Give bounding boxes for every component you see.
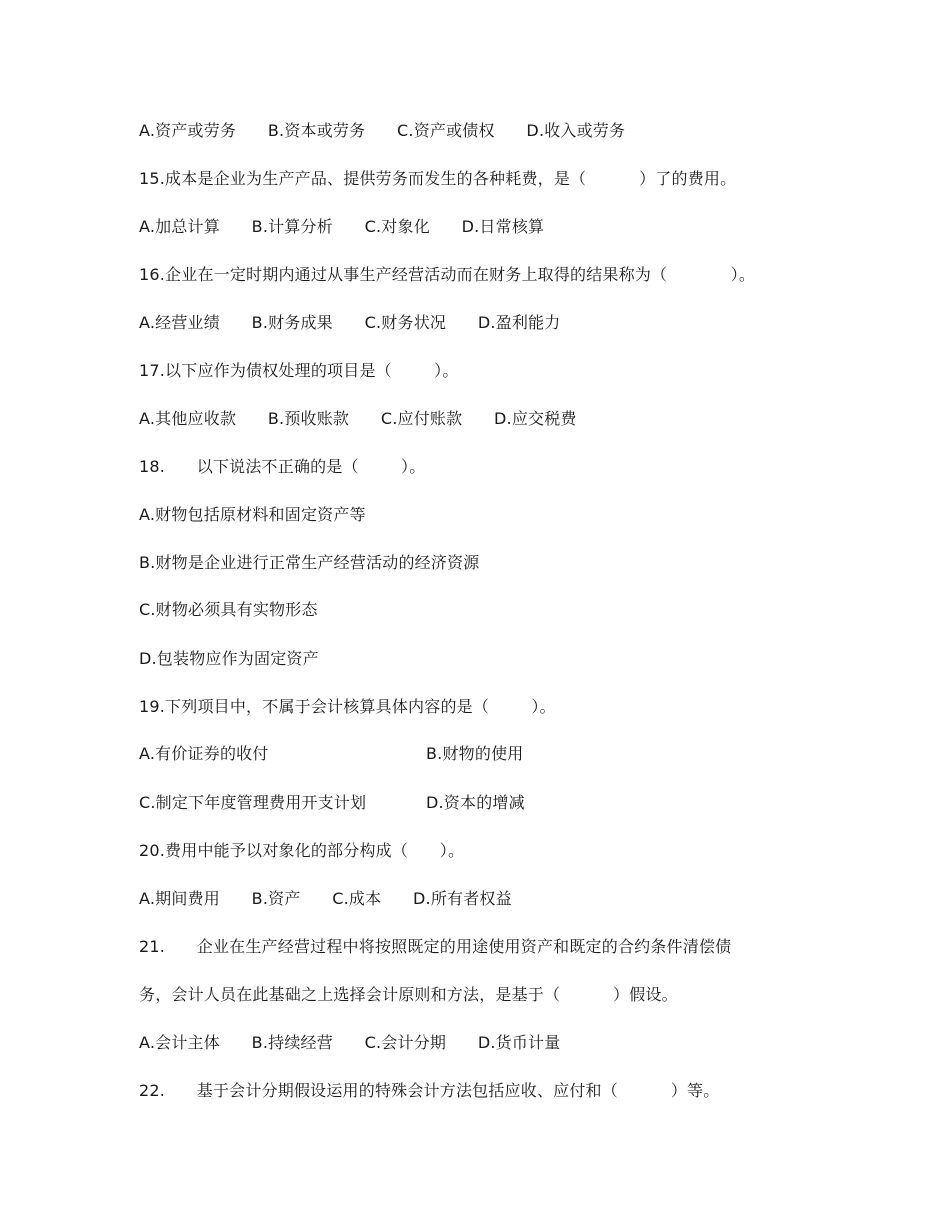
answer-options-17: A.其他应收款 B.预收账款 C.应付账款 D.应交税费 — [139, 409, 577, 428]
option-19-d: D.资本的增减 — [426, 793, 525, 812]
option-18-d: D.包装物应作为固定资产 — [139, 649, 319, 668]
answer-options-14: A.资产或劳务 B.资本或劳务 C.资产或债权 D.收入或劳务 — [139, 121, 626, 140]
question-17: 17.以下应作为债权处理的项目是（ ）。 — [139, 361, 459, 380]
question-22: 22. 基于会计分期假设运用的特殊会计方法包括应收、应付和（ ）等。 — [139, 1081, 720, 1100]
answer-options-20: A.期间费用 B.资产 C.成本 D.所有者权益 — [139, 889, 512, 908]
answer-options-21: A.会计主体 B.持续经营 C.会计分期 D.货币计量 — [139, 1033, 561, 1052]
option-19-c: C.制定下年度管理费用开支计划 — [139, 793, 367, 812]
answer-options-15: A.加总计算 B.计算分析 C.对象化 D.日常核算 — [139, 217, 545, 236]
question-15: 15.成本是企业为生产产品、提供劳务而发生的各种耗费，是（ ）了的费用。 — [139, 169, 737, 188]
answer-options-16: A.经营业绩 B.财务成果 C.财务状况 D.盈利能力 — [139, 313, 561, 332]
option-19-a: A.有价证券的收付 — [139, 744, 269, 763]
question-16: 16.企业在一定时期内通过从事生产经营活动而在财务上取得的结果称为（ ）。 — [139, 265, 756, 284]
question-18: 18. 以下说法不正确的是（ ）。 — [139, 457, 426, 476]
question-20: 20.费用中能予以对象化的部分构成（ ）。 — [139, 841, 465, 860]
option-19-b: B.财物的使用 — [426, 744, 524, 763]
question-21-line-2: 务，会计人员在此基础之上选择会计原则和方法，是基于（ ）假设。 — [139, 985, 678, 1004]
option-18-b: B.财物是企业进行正常生产经营活动的经济资源 — [139, 553, 480, 572]
option-18-a: A.财物包括原材料和固定资产等 — [139, 505, 366, 524]
option-18-c: C.财物必须具有实物形态 — [139, 600, 318, 619]
question-21-line-1: 21. 企业在生产经营过程中将按照既定的用途使用资产和既定的合约条件清偿债 — [139, 937, 732, 956]
question-19: 19.下列项目中，不属于会计核算具体内容的是（ ）。 — [139, 697, 556, 716]
